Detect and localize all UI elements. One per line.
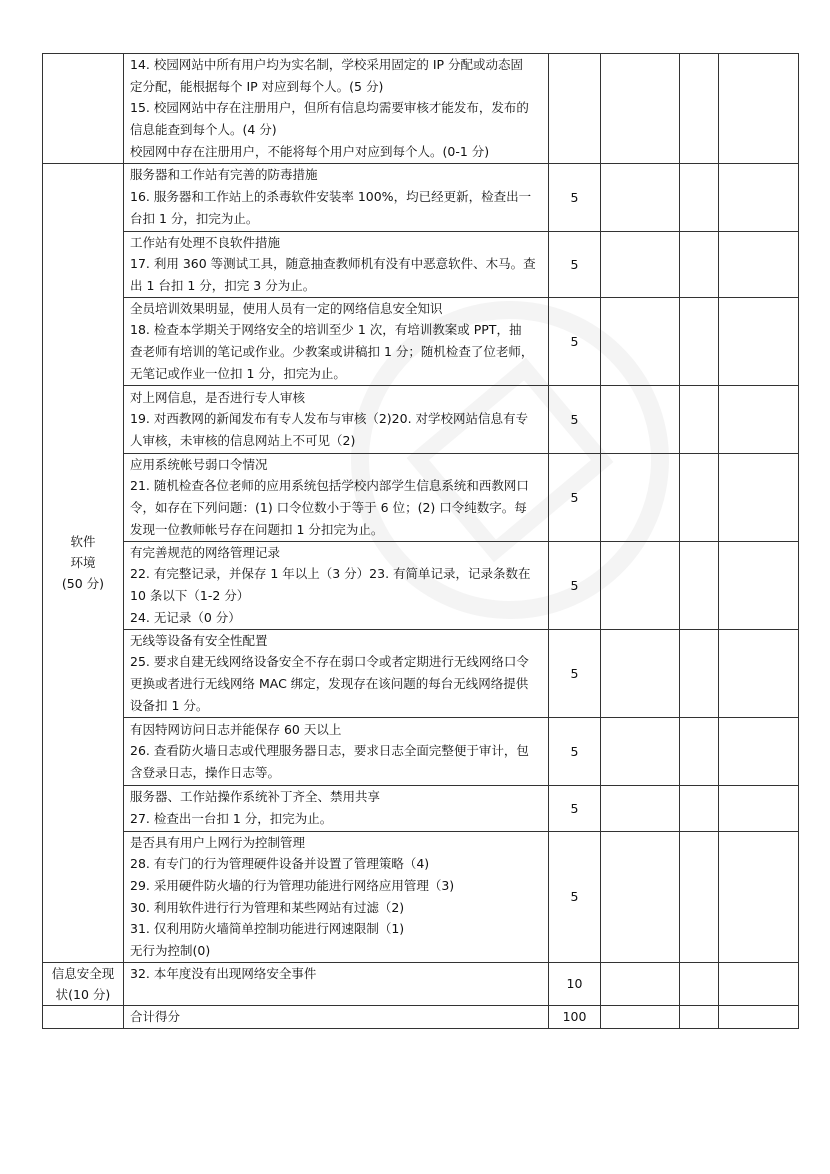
- criteria-cell: [124, 54, 549, 164]
- empty-cell: [680, 385, 719, 453]
- criteria-cell: [124, 962, 549, 1005]
- criteria-line: 无行为控制(0): [130, 943, 211, 959]
- table-row: [43, 717, 799, 785]
- criteria-line: 28. 有专门的行为管理硬件设备并设置了管理策略（4): [130, 856, 430, 872]
- empty-cell: [601, 163, 680, 231]
- criteria-line: 19. 对西教网的新闻发布有专人发布与审核（2)20. 对学校网站信息有专: [130, 411, 529, 427]
- empty-cell: [719, 231, 799, 297]
- table-row: [43, 231, 799, 297]
- criteria-line: 人审核，未审核的信息网站上不可见（2): [130, 432, 356, 448]
- category-label: 状(10 分): [55, 986, 111, 1002]
- empty-cell: [680, 962, 719, 1005]
- criteria-line: 30. 利用软件进行行为管理和某些网站有过滤（2): [130, 899, 405, 915]
- empty-cell: [601, 54, 680, 164]
- score-cell: 5: [549, 297, 601, 385]
- empty-cell: [680, 54, 719, 164]
- empty-cell: [601, 453, 680, 541]
- criteria-line: 22. 有完整记录，并保存 1 年以上（3 分）23. 有简单记录，记录条数在: [130, 566, 531, 582]
- table-row: [43, 163, 799, 231]
- criteria-line: 工作站有处理不良软件措施: [130, 234, 281, 250]
- empty-cell: [719, 629, 799, 717]
- criteria-line: 无线等设备有安全性配置: [130, 632, 268, 648]
- criteria-line: 无笔记或作业一位扣 1 分，扣完为止。: [130, 365, 346, 381]
- score-cell: 5: [549, 385, 601, 453]
- score-cell: 5: [549, 717, 601, 785]
- criteria-line: 含登录日志，操作日志等。: [130, 764, 281, 780]
- table-row: [43, 785, 799, 831]
- criteria-line: 服务器、工作站操作系统补丁齐全、禁用共享: [130, 789, 381, 805]
- criteria-line: 令，如存在下列问题：(1) 口令位数小于等于 6 位；(2) 口令纯数字。每: [130, 500, 527, 516]
- criteria-line: 更换或者进行无线网络 MAC 绑定，发现存在该问题的每台无线网络提供: [130, 676, 529, 692]
- category-label: 软件: [70, 534, 96, 550]
- score-cell: 10: [549, 962, 601, 1005]
- criteria-line: 定分配，能根据每个 IP 对应到每个人。(5 分): [130, 78, 384, 94]
- empty-cell: [680, 1005, 719, 1028]
- criteria-line: 有因特网访问日志并能保存 60 天以上: [130, 721, 342, 737]
- category-label: 信息安全现: [51, 965, 115, 981]
- table-row: [43, 385, 799, 453]
- empty-cell: [719, 54, 799, 164]
- empty-cell: [680, 831, 719, 962]
- criteria-line: 应用系统帐号弱口令情况: [130, 456, 268, 472]
- criteria-cell: [124, 831, 549, 962]
- criteria-line: 26. 查看防火墙日志或代理服务器日志，要求日志全面完整便于审计，包: [130, 743, 529, 759]
- empty-cell: [601, 297, 680, 385]
- empty-cell: [680, 297, 719, 385]
- score-cell: 5: [549, 831, 601, 962]
- total-score: 100: [549, 1005, 601, 1028]
- score-cell: 5: [549, 629, 601, 717]
- criteria-cell: [124, 541, 549, 629]
- empty-cell: [719, 1005, 799, 1028]
- empty-cell: [719, 385, 799, 453]
- table-row: [43, 297, 799, 385]
- criteria-line: 17. 利用 360 等测试工具，随意抽查教师机有没有中恶意软件、木马。查: [130, 256, 536, 272]
- total-row: [43, 1005, 799, 1028]
- table-row: [43, 962, 799, 1005]
- criteria-cell: [124, 385, 549, 453]
- empty-cell: [601, 629, 680, 717]
- category-cell-info-security: [43, 962, 124, 1005]
- score-cell: 5: [549, 163, 601, 231]
- criteria-line: 查老师有培训的笔记或作业。少教案或讲稿扣 1 分；随机检查了位老师，: [130, 344, 534, 360]
- criteria-line: 10 条以下（1-2 分）: [130, 588, 250, 604]
- criteria-line: 15. 校园网站中存在注册用户，但所有信息均需要审核才能发布，发布的: [130, 100, 529, 116]
- criteria-line: 是否具有用户上网行为控制管理: [130, 834, 306, 850]
- criteria-line: 24. 无记录（0 分）: [130, 609, 241, 625]
- score-cell: [549, 54, 601, 164]
- criteria-line: 服务器和工作站有完善的防毒措施: [130, 167, 318, 183]
- empty-cell: [680, 629, 719, 717]
- empty-cell: [719, 962, 799, 1005]
- table-row: [43, 453, 799, 541]
- empty-cell: [680, 163, 719, 231]
- criteria-line: 27. 检查出一台扣 1 分，扣完为止。: [130, 811, 333, 827]
- table-row: [43, 831, 799, 962]
- empty-cell: [680, 453, 719, 541]
- criteria-cell: [124, 717, 549, 785]
- empty-cell: [719, 717, 799, 785]
- table-row: [43, 54, 799, 164]
- empty-cell: [680, 785, 719, 831]
- criteria-line: 对上网信息，是否进行专人审核: [130, 389, 306, 405]
- criteria-line: 21. 随机检查各位老师的应用系统包括学校内部学生信息系统和西教网口: [130, 478, 529, 494]
- criteria-line: 校园网中存在注册用户，不能将每个用户对应到每个人。(0-1 分): [130, 143, 490, 159]
- category-label: (50 分): [61, 576, 105, 592]
- criteria-line: 16. 服务器和工作站上的杀毒软件安装率 100%，均已经更新，检查出一: [130, 189, 532, 205]
- evaluation-table: [42, 53, 799, 1029]
- empty-cell: [601, 1005, 680, 1028]
- empty-cell: [680, 541, 719, 629]
- criteria-line: 发现一位教师帐号存在问题扣 1 分扣完为止。: [130, 521, 384, 537]
- criteria-cell: [124, 453, 549, 541]
- score-cell: 5: [549, 231, 601, 297]
- criteria-line: 18. 检查本学期关于网络安全的培训至少 1 次，有培训教案或 PPT，抽: [130, 322, 522, 338]
- category-cell-software: [43, 163, 124, 962]
- table-row: [43, 541, 799, 629]
- criteria-cell: [124, 163, 549, 231]
- empty-cell: [601, 385, 680, 453]
- criteria-line: 25. 要求自建无线网络设备安全不存在弱口令或者定期进行无线网络口令: [130, 654, 529, 670]
- empty-cell: [601, 785, 680, 831]
- criteria-line: 出 1 台扣 1 分，扣完 3 分为止。: [130, 277, 316, 293]
- empty-cell: [601, 831, 680, 962]
- total-label: 合计得分: [124, 1005, 549, 1028]
- empty-cell: [680, 717, 719, 785]
- criteria-line: 14. 校园网站中所有用户均为实名制，学校采用固定的 IP 分配或动态固: [130, 57, 524, 72]
- empty-cell: [601, 541, 680, 629]
- category-label: 环境: [70, 555, 96, 571]
- empty-cell: [601, 962, 680, 1005]
- empty-cell: [719, 541, 799, 629]
- empty-cell: [719, 785, 799, 831]
- criteria-line: 32. 本年度没有出现网络安全事件: [130, 965, 317, 981]
- score-cell: 5: [549, 785, 601, 831]
- empty-cell: [719, 831, 799, 962]
- criteria-cell: [124, 297, 549, 385]
- empty-cell: [719, 163, 799, 231]
- score-cell: 5: [549, 453, 601, 541]
- category-cell-blank: [43, 54, 124, 164]
- empty-cell: [43, 1005, 124, 1028]
- empty-cell: [601, 717, 680, 785]
- criteria-line: 31. 仅利用防火墙简单控制功能进行网速限制（1): [130, 921, 405, 937]
- empty-cell: [601, 231, 680, 297]
- criteria-line: 台扣 1 分，扣完为止。: [130, 210, 259, 226]
- empty-cell: [680, 231, 719, 297]
- criteria-cell: [124, 231, 549, 297]
- table-row: [43, 629, 799, 717]
- criteria-line: 设备扣 1 分。: [130, 697, 209, 713]
- criteria-line: 有完善规范的网络管理记录: [130, 544, 281, 560]
- criteria-line: 信息能查到每个人。(4 分): [130, 122, 277, 138]
- criteria-line: 全员培训效果明显，使用人员有一定的网络信息安全知识: [130, 300, 443, 316]
- criteria-cell: [124, 629, 549, 717]
- criteria-line: 29. 采用硬件防火墙的行为管理功能进行网络应用管理（3): [130, 878, 455, 894]
- score-cell: 5: [549, 541, 601, 629]
- criteria-cell: [124, 785, 549, 831]
- empty-cell: [719, 453, 799, 541]
- empty-cell: [719, 297, 799, 385]
